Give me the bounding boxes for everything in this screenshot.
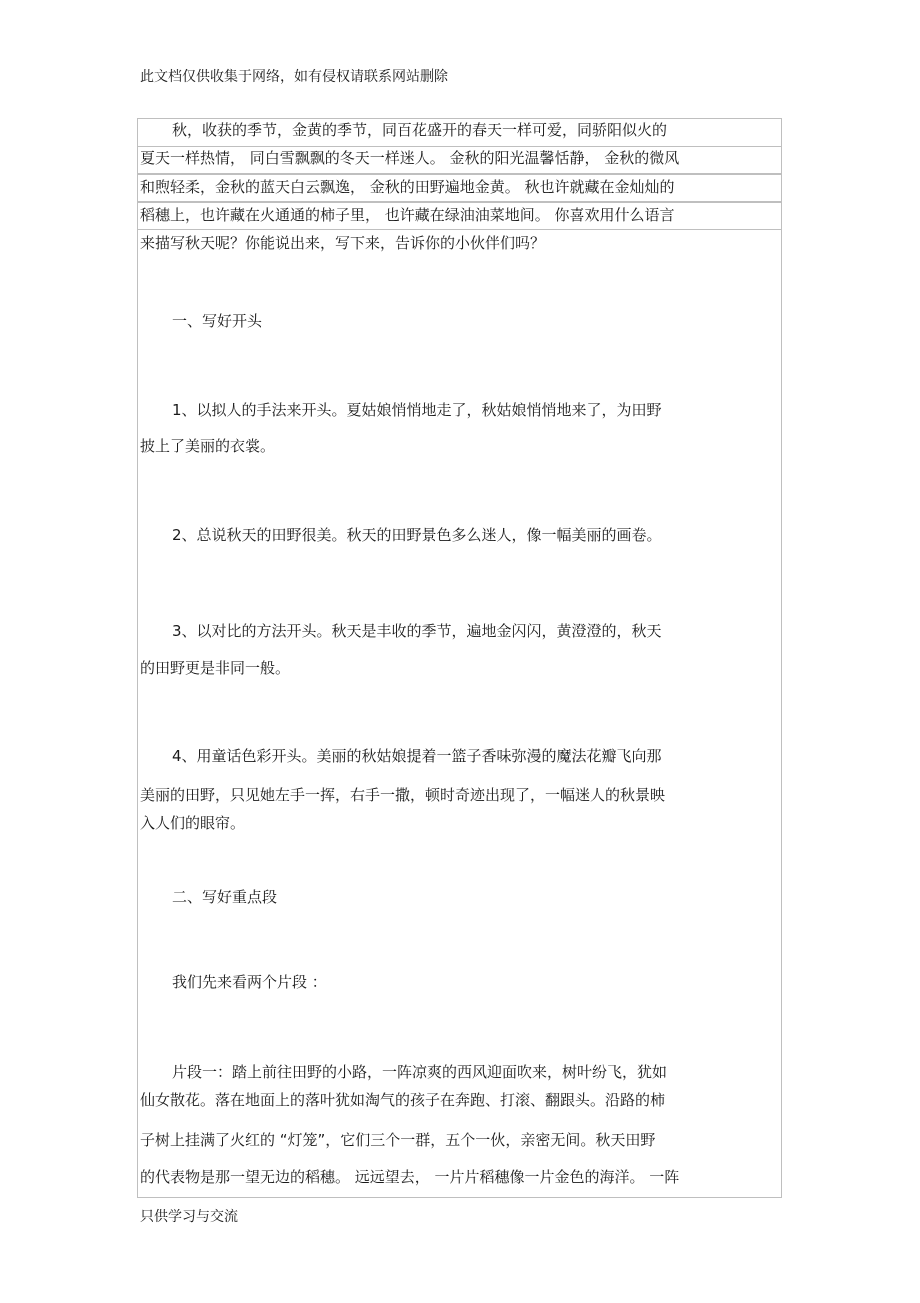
fragment1-line-1: 片段一：踏上前往田野的小路，一阵凉爽的西风迎面吹来，树叶纷飞，犹如 — [172, 1063, 668, 1081]
fragment1-line-4: 的代表物是那一望无边的稻穗。 远远望去， 一片片稻穗像一片金色的海洋。 一阵 — [140, 1168, 680, 1186]
item1-line-2: 披上了美丽的衣裳。 — [140, 437, 276, 455]
footer-note: 只供学习与交流 — [140, 1209, 238, 1225]
fragment1-line-2: 仙女散花。落在地面上的落叶犹如淘气的孩子在奔跑、打滚、翻跟头。沿路的柿 — [140, 1091, 666, 1109]
intro-line-4: 稻穗上，也许藏在火通通的柿子里， 也许藏在绿油油菜地间。 你喜欢用什么语言 — [140, 206, 675, 224]
intro-line-3: 和煦轻柔，金秋的蓝天白云飘逸， 金秋的田野遍地金黄。 秋也许就藏在金灿灿的 — [140, 178, 675, 196]
item4-line-1: 4、用童话色彩开头。美丽的秋姑娘提着一篮子香味弥漫的魔法花瓣飞向那 — [172, 747, 662, 765]
item3-line-1: 3、以对比的方法开头。秋天是丰收的季节，遍地金闪闪，黄澄澄的，秋天 — [172, 622, 662, 640]
fragment1-line-3: 子树上挂满了火红的 “灯笼”，它们三个一群，五个一伙，亲密无间。秋天田野 — [140, 1131, 656, 1149]
intro-line-5: 来描写秋天呢？你能说出来，写下来，告诉你的小伙伴们吗？ — [140, 234, 546, 252]
item4-line-3: 入人们的眼帘。 — [140, 814, 246, 832]
item2-line-1: 2、总说秋天的田野很美。秋天的田野景色多么迷人，像一幅美丽的画卷。 — [172, 526, 662, 544]
item4-line-2: 美丽的田野，只见她左手一挥，右手一撒，顿时奇迹出现了，一幅迷人的秋景映 — [140, 786, 666, 804]
intro-line-1: 秋，收获的季节，金黄的季节，同百花盛开的春天一样可爱，同骄阳似火的 — [172, 121, 668, 139]
header-notice: 此文档仅供收集于网络，如有侵权请联系网站删除 — [140, 69, 448, 85]
intro-line-2: 夏天一样热情， 同白雪飘飘的冬天一样迷人。 金秋的阳光温馨恬静， 金秋的微风 — [140, 149, 680, 167]
item1-line-1: 1、以拟人的手法来开头。夏姑娘悄悄地走了，秋姑娘悄悄地来了，为田野 — [172, 401, 662, 419]
section2-lead: 我们先来看两个片段 ： — [172, 973, 327, 991]
section2-heading: 二、写好重点段 — [172, 888, 278, 906]
section1-heading: 一、写好开头 — [172, 312, 263, 330]
item3-line-2: 的田野更是非同一般。 — [140, 659, 291, 677]
